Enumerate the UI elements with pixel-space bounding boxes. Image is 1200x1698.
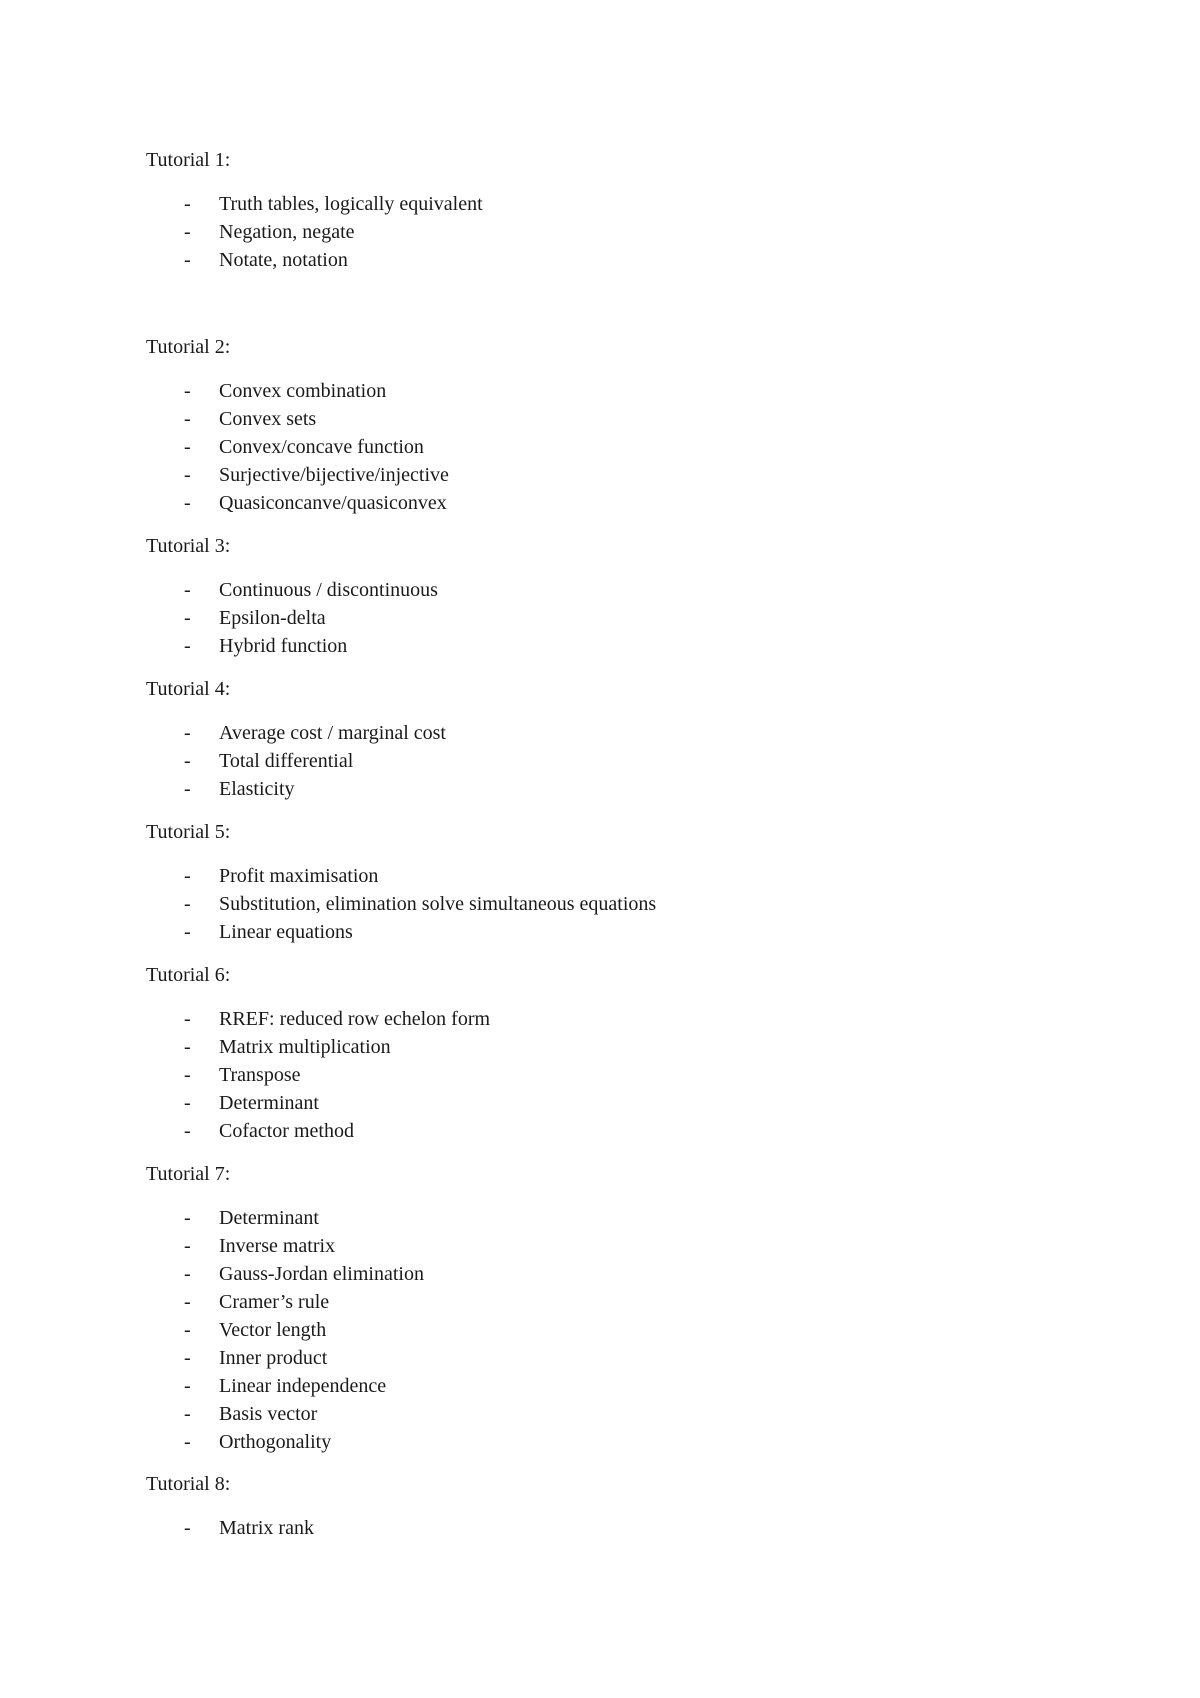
bullet-dash: - (184, 436, 191, 458)
topic-label: Notate, notation (219, 249, 348, 271)
topic-list (146, 377, 449, 517)
list-item (146, 719, 446, 747)
bullet-dash: - (184, 380, 191, 402)
tutorial-section (146, 961, 491, 1145)
topic-label: RREF: reduced row echelon form (219, 1008, 491, 1030)
bullet-dash: - (184, 607, 191, 629)
list-item (146, 1316, 327, 1344)
topic-list (146, 1005, 491, 1145)
bullet-dash: - (184, 193, 191, 215)
topic-list (146, 719, 446, 803)
section-heading: Tutorial 6: (146, 964, 231, 986)
list-item (146, 775, 295, 803)
topic-label: Average cost / marginal cost (219, 722, 446, 744)
bullet-dash: - (184, 1431, 191, 1453)
section-heading: Tutorial 2: (146, 336, 231, 358)
section-heading: Tutorial 8: (146, 1473, 231, 1495)
list-item (146, 890, 657, 918)
section-heading: Tutorial 4: (146, 678, 231, 700)
bullet-dash: - (184, 893, 191, 915)
list-item (146, 246, 348, 274)
bullet-dash: - (184, 1403, 191, 1425)
topic-list (146, 576, 438, 660)
bullet-dash: - (184, 1008, 191, 1030)
section-heading: Tutorial 3: (146, 535, 231, 557)
topic-label: Convex combination (219, 380, 387, 402)
topic-label: Surjective/bijective/injective (219, 464, 449, 486)
list-item (146, 377, 387, 405)
bullet-dash: - (184, 1207, 191, 1229)
list-item (146, 918, 353, 946)
topic-label: Hybrid function (219, 635, 348, 657)
bullet-dash: - (184, 408, 191, 430)
bullet-dash: - (184, 1319, 191, 1341)
topic-label: Determinant (219, 1207, 319, 1229)
topic-label: Inverse matrix (219, 1235, 336, 1257)
bullet-dash: - (184, 1517, 191, 1539)
list-item (146, 405, 317, 433)
topic-label: Substitution, elimination solve simultaneous equations (219, 893, 657, 915)
bullet-dash: - (184, 921, 191, 943)
list-item (146, 1428, 332, 1456)
bullet-dash: - (184, 865, 191, 887)
section-heading: Tutorial 1: (146, 149, 231, 171)
topic-label: Total differential (219, 750, 354, 772)
topic-label: Truth tables, logically equivalent (219, 193, 483, 215)
bullet-dash: - (184, 1347, 191, 1369)
bullet-dash: - (184, 221, 191, 243)
topic-list (146, 1204, 424, 1456)
list-item (146, 1344, 328, 1372)
tutorial-section (146, 532, 438, 660)
bullet-dash: - (184, 778, 191, 800)
topic-label: Quasiconcanve/quasiconvex (219, 492, 447, 514)
topic-label: Basis vector (219, 1403, 318, 1425)
list-item (146, 1033, 391, 1061)
list-item (146, 1117, 354, 1145)
bullet-dash: - (184, 750, 191, 772)
list-item (146, 747, 354, 775)
list-item (146, 1204, 319, 1232)
list-item (146, 1400, 318, 1428)
bullet-dash: - (184, 635, 191, 657)
bullet-dash: - (184, 1120, 191, 1142)
list-item (146, 604, 326, 632)
topic-label: Cofactor method (219, 1120, 354, 1142)
topic-label: Cramer’s rule (219, 1291, 330, 1313)
topic-label: Gauss-Jordan elimination (219, 1263, 424, 1285)
topic-label: Linear equations (219, 921, 353, 943)
bullet-dash: - (184, 464, 191, 486)
topic-label: Convex/concave function (219, 436, 424, 458)
list-item (146, 1372, 387, 1400)
list-item (146, 218, 355, 246)
list-item (146, 1089, 319, 1117)
tutorial-section (146, 146, 483, 274)
topic-label: Orthogonality (219, 1431, 332, 1453)
tutorial-section (146, 818, 657, 946)
tutorial-section (146, 675, 446, 803)
bullet-dash: - (184, 579, 191, 601)
bullet-dash: - (184, 1036, 191, 1058)
tutorial-section (146, 1160, 424, 1456)
topic-label: Elasticity (219, 778, 295, 800)
bullet-dash: - (184, 1263, 191, 1285)
tutorial-section (146, 1470, 314, 1542)
topic-label: Matrix rank (219, 1517, 314, 1539)
topic-list (146, 1514, 314, 1542)
topic-label: Linear independence (219, 1375, 387, 1397)
topic-label: Epsilon-delta (219, 607, 326, 629)
list-item (146, 1061, 301, 1089)
bullet-dash: - (184, 722, 191, 744)
topic-label: Matrix multiplication (219, 1036, 391, 1058)
section-heading: Tutorial 7: (146, 1163, 231, 1185)
bullet-dash: - (184, 492, 191, 514)
topic-label: Profit maximisation (219, 865, 379, 887)
topic-label: Convex sets (219, 408, 317, 430)
list-item (146, 489, 447, 517)
topic-label: Vector length (219, 1319, 327, 1341)
list-item (146, 433, 424, 461)
topic-list (146, 862, 657, 946)
list-item (146, 1005, 491, 1033)
list-item (146, 190, 483, 218)
bullet-dash: - (184, 1092, 191, 1114)
list-item (146, 1514, 314, 1542)
bullet-dash: - (184, 1235, 191, 1257)
bullet-dash: - (184, 1375, 191, 1397)
list-item (146, 632, 348, 660)
topic-label: Transpose (219, 1064, 301, 1086)
section-heading: Tutorial 5: (146, 821, 231, 843)
topic-label: Inner product (219, 1347, 328, 1369)
list-item (146, 1288, 330, 1316)
tutorial-section (146, 333, 449, 517)
list-item (146, 862, 379, 890)
topic-label: Determinant (219, 1092, 319, 1114)
list-item (146, 461, 449, 489)
bullet-dash: - (184, 1291, 191, 1313)
list-item (146, 576, 438, 604)
topic-label: Negation, negate (219, 221, 355, 243)
bullet-dash: - (184, 249, 191, 271)
list-item (146, 1232, 336, 1260)
topic-list (146, 190, 483, 274)
topic-label: Continuous / discontinuous (219, 579, 438, 601)
list-item (146, 1260, 424, 1288)
bullet-dash: - (184, 1064, 191, 1086)
